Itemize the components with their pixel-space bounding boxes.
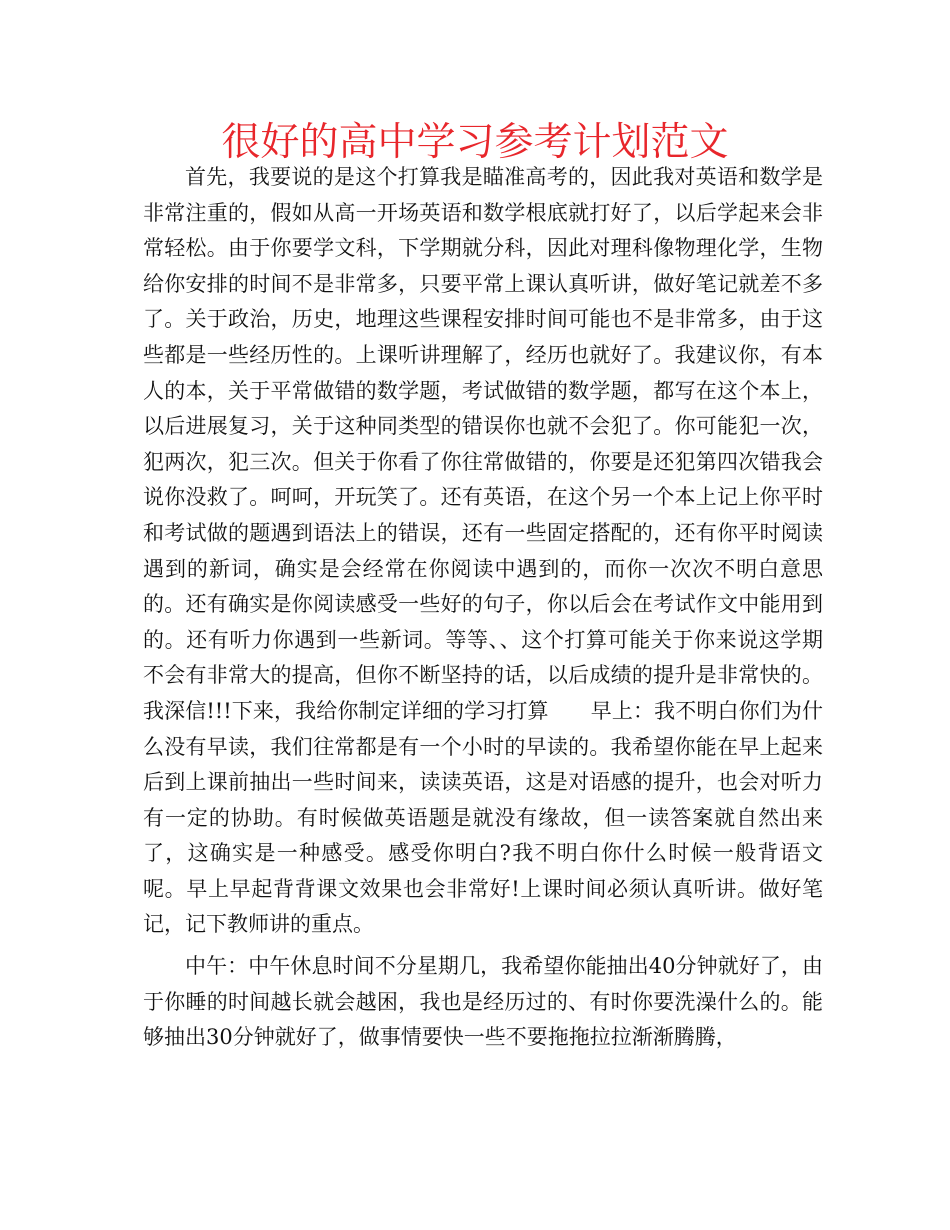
paragraph: 首先，我要说的是这个打算我是瞄准高考的，因此我对英语和数学是非常注重的，假如从高一开场英语和数学根底就打好了，以后学起来会非常轻松。由于你要学文科，下学期就分科，因此对理科像物理化学，生物给你安排的时间不是非常多，只要平常上课认真听讲，做好笔记就差不多了。关于政治，历史，地理这些课程安排时间可能也不是非常多，由于这些都是一些经历性的。上课听讲理解了，经历也就好了。我建议你，有本人的本，关于平常做错的数学题，考试做错的数学题，都写在这个本上，以后进展复习，关于这种同类型的错误你也就不会犯了。你可能犯一次，犯两次，犯三次。但关于你看了你往常做错的，你要是还犯第四次错我会说你没救了。呵呵，开玩笑了。还有英语，在这个另一个本上记上你平时和考试做的题遇到语法上的错误，还有一些固定搭配的，还有你平时阅读遇到的新词，确实是会经常在你阅读中遇到的，而你一次次不明白意思的。还有确实是你阅读感受一些好的句子，你以后会在考试作文中能用到的。还有听力你遇到一些新词。等等、、这个打算可能关于你来说这学期不会有非常大的提高，但你不断坚持的话，以后成绩的提升是非常快的。我深信!!!下来，我给你制定详细的学习打算 早上：我不明白你们为什么没有早读，我们往常都是有一个小时的早读的。我希望你能在早上起来后到上课前抽出一些时间来，读读英语，这是对语感的提升，也会对听力有一定的协助。有时候做英语题是就没有缘故，但一读答案就自然出来了，这确实是一种感受。感受你明白?我不明白你什么时候一般背语文呢。早上早起背背课文效果也会非常好!上课时间必须认真听讲。做好笔记，记下教师讲的重点。 <box>143 165 823 937</box>
document-title: 很好的高中学习参考计划范文 <box>221 120 729 165</box>
paragraph: 中午：中午休息时间不分星期几，我希望你能抽出40分钟就好了，由于你睡的时间越长就会越困，我也是经历过的、有时你要洗澡什么的。能够抽出30分钟就好了，做事情要快一些不要拖拖拉拉渐渐腾腾， <box>143 954 823 1050</box>
document-body <box>143 160 823 1056</box>
